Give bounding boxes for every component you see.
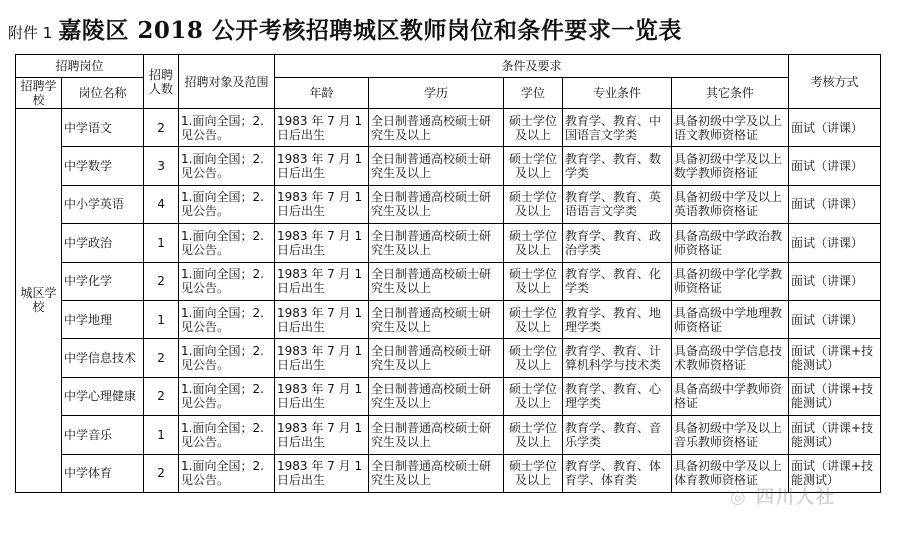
header-age: 年龄	[275, 78, 369, 109]
other-cell: 具备初级中学化学教师资格证	[672, 262, 789, 300]
table-row	[16, 224, 881, 262]
header-target: 招聘对象及范围	[179, 55, 275, 109]
age-cell: 1983 年 7 月 1 日后出生	[275, 454, 369, 492]
document-title	[8, 12, 682, 48]
degree-cell: 硕士学位及以上	[504, 300, 563, 338]
age-cell: 1983 年 7 月 1 日后出生	[275, 224, 369, 262]
degree-cell: 硕士学位及以上	[504, 109, 563, 147]
post-name-cell: 中小学英语	[62, 185, 144, 223]
target-cell: 1.面向全国；2.见公告。	[179, 339, 275, 377]
major-cell: 教育学、教育、音乐学类	[563, 416, 672, 454]
other-cell: 具备初级中学及以上音乐教师资格证	[672, 416, 789, 454]
count-cell: 2	[144, 339, 179, 377]
other-cell: 具备初级中学及以上语文教师资格证	[672, 109, 789, 147]
education-cell: 全日制普通高校硕士研究生及以上	[369, 109, 504, 147]
other-cell: 具备初级中学及以上数学教师资格证	[672, 147, 789, 185]
header-count: 招聘人数	[144, 55, 179, 109]
table-row	[16, 185, 881, 223]
major-cell: 教育学、教育、体育学、体育类	[563, 454, 672, 492]
degree-cell: 硕士学位及以上	[504, 224, 563, 262]
header-degree: 学位	[504, 78, 563, 109]
age-cell: 1983 年 7 月 1 日后出生	[275, 109, 369, 147]
age-cell: 1983 年 7 月 1 日后出生	[275, 377, 369, 415]
post-name-cell: 中学化学	[62, 262, 144, 300]
target-cell: 1.面向全国；2.见公告。	[179, 416, 275, 454]
header-position: 招聘岗位	[16, 55, 144, 78]
count-cell: 2	[144, 377, 179, 415]
age-cell: 1983 年 7 月 1 日后出生	[275, 300, 369, 338]
other-cell: 具备初级中学及以上英语教师资格证	[672, 185, 789, 223]
exam-cell: 面试（讲课+技能测试）	[789, 416, 881, 454]
count-cell: 2	[144, 109, 179, 147]
target-cell: 1.面向全国；2.见公告。	[179, 185, 275, 223]
header-education: 学历	[369, 78, 504, 109]
target-cell: 1.面向全国；2.见公告。	[179, 454, 275, 492]
age-cell: 1983 年 7 月 1 日后出生	[275, 185, 369, 223]
header-post-name: 岗位名称	[62, 78, 144, 109]
header-exam: 考核方式	[789, 55, 881, 109]
target-cell: 1.面向全国；2.见公告。	[179, 262, 275, 300]
table-row	[16, 262, 881, 300]
table-row	[16, 147, 881, 185]
attachment-label: 附件 1	[8, 24, 53, 42]
exam-cell: 面试（讲课）	[789, 262, 881, 300]
exam-cell: 面试（讲课+技能测试）	[789, 454, 881, 492]
education-cell: 全日制普通高校硕士研究生及以上	[369, 224, 504, 262]
count-cell: 2	[144, 454, 179, 492]
table-row	[16, 377, 881, 415]
post-name-cell: 中学数学	[62, 147, 144, 185]
other-cell: 具备初级中学及以上体育教师资格证	[672, 454, 789, 492]
table-row	[16, 109, 881, 147]
target-cell: 1.面向全国；2.见公告。	[179, 109, 275, 147]
target-cell: 1.面向全国；2.见公告。	[179, 224, 275, 262]
count-cell: 1	[144, 224, 179, 262]
table-row	[16, 300, 881, 338]
post-name-cell: 中学政治	[62, 224, 144, 262]
major-cell: 教育学、教育、数学类	[563, 147, 672, 185]
page-title: 嘉陵区 2018 公开考核招聘城区教师岗位和条件要求一览表	[58, 17, 682, 44]
exam-cell: 面试（讲课+技能测试）	[789, 377, 881, 415]
age-cell: 1983 年 7 月 1 日后出生	[275, 147, 369, 185]
post-name-cell: 中学地理	[62, 300, 144, 338]
count-cell: 4	[144, 185, 179, 223]
post-name-cell: 中学信息技术	[62, 339, 144, 377]
count-cell: 2	[144, 262, 179, 300]
other-cell: 具备高级中学地理教师资格证	[672, 300, 789, 338]
major-cell: 教育学、教育、政治学类	[563, 224, 672, 262]
target-cell: 1.面向全国；2.见公告。	[179, 377, 275, 415]
degree-cell: 硕士学位及以上	[504, 454, 563, 492]
other-cell: 具备高级中学教师资格证	[672, 377, 789, 415]
exam-cell: 面试（讲课）	[789, 224, 881, 262]
target-cell: 1.面向全国；2.见公告。	[179, 300, 275, 338]
education-cell: 全日制普通高校硕士研究生及以上	[369, 300, 504, 338]
education-cell: 全日制普通高校硕士研究生及以上	[369, 454, 504, 492]
education-cell: 全日制普通高校硕士研究生及以上	[369, 339, 504, 377]
major-cell: 教育学、教育、英语语言文学类	[563, 185, 672, 223]
degree-cell: 硕士学位及以上	[504, 185, 563, 223]
age-cell: 1983 年 7 月 1 日后出生	[275, 262, 369, 300]
exam-cell: 面试（讲课）	[789, 300, 881, 338]
age-cell: 1983 年 7 月 1 日后出生	[275, 416, 369, 454]
exam-cell: 面试（讲课）	[789, 109, 881, 147]
recruitment-table	[15, 54, 881, 493]
degree-cell: 硕士学位及以上	[504, 147, 563, 185]
major-cell: 教育学、教育、计算机科学与技术类	[563, 339, 672, 377]
degree-cell: 硕士学位及以上	[504, 416, 563, 454]
count-cell: 3	[144, 147, 179, 185]
degree-cell: 硕士学位及以上	[504, 339, 563, 377]
other-cell: 具备高级中学政治教师资格证	[672, 224, 789, 262]
exam-cell: 面试（讲课）	[789, 147, 881, 185]
age-cell: 1983 年 7 月 1 日后出生	[275, 339, 369, 377]
degree-cell: 硕士学位及以上	[504, 262, 563, 300]
header-major: 专业条件	[563, 78, 672, 109]
education-cell: 全日制普通高校硕士研究生及以上	[369, 416, 504, 454]
table-row	[16, 339, 881, 377]
header-other: 其它条件	[672, 78, 789, 109]
major-cell: 教育学、教育、化学类	[563, 262, 672, 300]
school-cell: 城区学校	[16, 109, 62, 493]
count-cell: 1	[144, 416, 179, 454]
education-cell: 全日制普通高校硕士研究生及以上	[369, 262, 504, 300]
exam-cell: 面试（讲课）	[789, 185, 881, 223]
watermark-logo: ◎ 四川人社	[730, 487, 836, 508]
other-cell: 具备高级中学信息技术教师资格证	[672, 339, 789, 377]
target-cell: 1.面向全国；2.见公告。	[179, 147, 275, 185]
exam-cell: 面试（讲课+技能测试）	[789, 339, 881, 377]
post-name-cell: 中学语文	[62, 109, 144, 147]
major-cell: 教育学、教育、心理学类	[563, 377, 672, 415]
major-cell: 教育学、教育、地理学类	[563, 300, 672, 338]
post-name-cell: 中学体育	[62, 454, 144, 492]
degree-cell: 硕士学位及以上	[504, 377, 563, 415]
major-cell: 教育学、教育、中国语言文学类	[563, 109, 672, 147]
post-name-cell: 中学音乐	[62, 416, 144, 454]
header-school: 招聘学校	[16, 78, 62, 109]
education-cell: 全日制普通高校硕士研究生及以上	[369, 185, 504, 223]
header-conditions: 条件及要求	[275, 55, 789, 78]
education-cell: 全日制普通高校硕士研究生及以上	[369, 377, 504, 415]
count-cell: 1	[144, 300, 179, 338]
post-name-cell: 中学心理健康	[62, 377, 144, 415]
education-cell: 全日制普通高校硕士研究生及以上	[369, 147, 504, 185]
table-row	[16, 416, 881, 454]
